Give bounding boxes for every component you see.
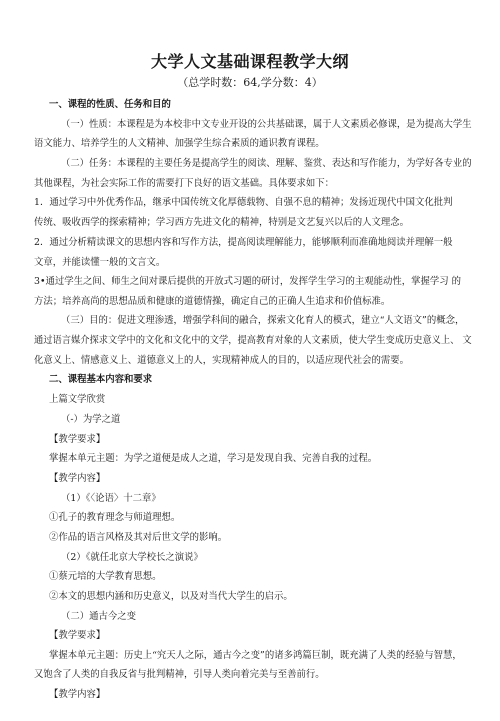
paragraph-line: 化意义上、情感意义上、道德意义上的人，实现精神成人的目的，以适应现代社会的需要。 bbox=[34, 355, 410, 366]
section-heading: 一、课程的性质、任务和目的 bbox=[49, 99, 171, 110]
list-item: ②本文的思想内涵和历史意义，以及对当代大学生的启示。 bbox=[49, 591, 293, 602]
list-item: ②作品的语言风格及其对后世文学的影响。 bbox=[49, 532, 228, 543]
paragraph-line: （二）任务：本课程的主要任务是提高学生的阅读、理解、鉴赏、表达和写作能力，为学好各专业的 bbox=[61, 158, 472, 169]
document-title: 大学人文基础课程教学大纲 bbox=[150, 52, 349, 71]
unit-heading: （-）为学之道 bbox=[61, 414, 121, 425]
subsection-heading: 上篇文学欣赏 bbox=[49, 394, 106, 405]
paragraph-line: 方法；培养高尚的思想品质和健康的道德情操，确定自己的正确人生追求和价值标准。 bbox=[34, 296, 391, 307]
paragraph-line: 又饱含了人类的自我反省与批判精神，引导人类向着完美与至善前行。 bbox=[34, 669, 325, 680]
paragraph-line: 其他课程，为社会实际工作的需要打下良好的语文基础。具体要求如下： bbox=[34, 178, 335, 189]
bracket-heading: 【教学要求】 bbox=[49, 434, 106, 445]
paragraph-line: 文章，并能读懂一般的文言文。 bbox=[34, 257, 166, 268]
section-heading: 二、课程基本内容和要求 bbox=[49, 374, 153, 385]
list-item: ①蔡元培的大学教育思想。 bbox=[49, 571, 162, 582]
list-item: （1）《〈论语〉十二章》 bbox=[61, 493, 161, 504]
paragraph-line: 掌握本单元主题：为学之道便是成人之道，学习是发现自我、完善自我的过程。 bbox=[49, 453, 378, 464]
paragraph-line: （三）目的：促进文理渗透，增强学科间的融合，探索文化育人的模式，建立“人文语文”的概念， bbox=[61, 315, 465, 326]
list-item: ①孔子的教育理念与师道理想。 bbox=[49, 512, 181, 523]
paragraph-line: 语文能力、培养学生的人文精神、加强学生综合素质的通识教育课程。 bbox=[34, 138, 325, 149]
paragraph-line: 传统、吸收西学的探索精神；学习西方先进文化的精神，特别是文艺复兴以后的人文理念。 bbox=[34, 217, 410, 228]
paragraph-line: 通过语言媒介探求文学中的文化和文化中的文学，提高教育对象的人文素质，使大学生变成历史意义上、 文 bbox=[34, 335, 472, 346]
paragraph-line: 3•通过学生之间、师生之间对课后提供的开放式习题的研讨，发挥学生学习的主观能动性，掌握学习 的 bbox=[34, 276, 461, 287]
document-subtitle: （总学时数：64,学分数：4） bbox=[177, 76, 323, 89]
paragraph-line: 2．通过分析精读课文的思想内容和写作方法，提高阅读理解能力，能够顺利而准确地阅读并理解一般 bbox=[34, 237, 453, 248]
paragraph-line: 1．通过学习中外优秀作品，继承中国传统文化厚德载物、自强不息的精神；发扬近现代中国文化批判 bbox=[34, 197, 453, 208]
list-item: （2）《就任北京大学校长之演说》 bbox=[61, 552, 203, 563]
bracket-heading: 【教学要求】 bbox=[49, 630, 106, 641]
bracket-heading: 【教学内容】 bbox=[49, 689, 106, 700]
paragraph-line: 掌握本单元主题：历史上“究天人之际，通古今之变”的诸多鸿篇巨制，既充满了人类的经验与智慧， bbox=[49, 650, 462, 661]
bracket-heading: 【教学内容】 bbox=[49, 473, 106, 484]
paragraph-line: （一）性质：本课程是为本校非中文专业开设的公共基础课，属于人文素质必修课，是为提高大学生 bbox=[61, 119, 472, 130]
unit-heading: （二）通古今之变 bbox=[61, 611, 137, 622]
